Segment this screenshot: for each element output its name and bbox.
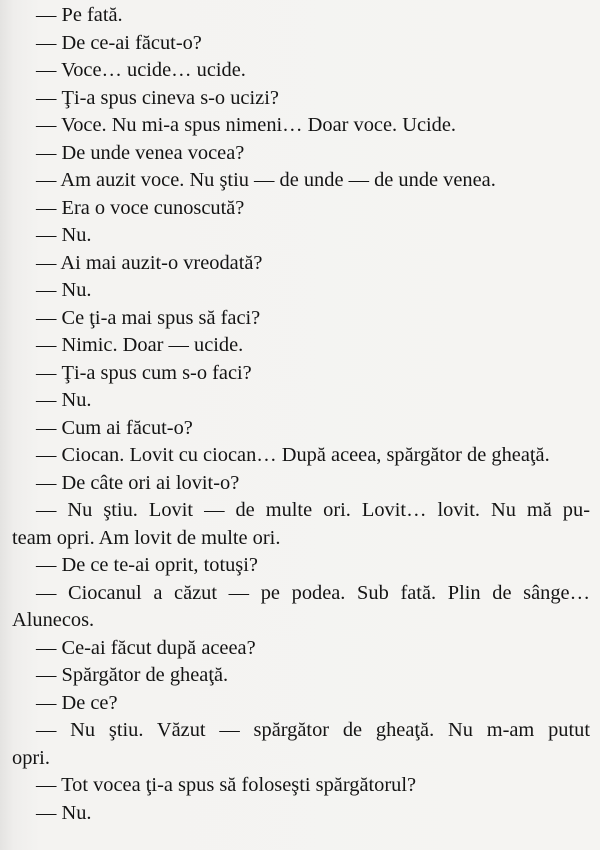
text-line: — Ai mai auzit-o vreodată?	[36, 251, 263, 274]
text-line: — Cum ai făcut-o?	[36, 416, 193, 439]
text-line: — Nu ştiu. Văzut — spărgător de gheaţă. Nu m-am putut	[36, 719, 590, 741]
text-line: — Ciocan. Lovit cu ciocan… După aceea, spărgător de gheaţă.	[36, 444, 550, 466]
text-line: Alunecos.	[12, 609, 95, 631]
text-line: — Pe fată.	[36, 4, 123, 26]
text-line: — Am auzit voce. Nu ştiu — de unde — de unde venea.	[36, 169, 496, 191]
text-line: — Ciocanul a căzut — pe podea. Sub fată. Plin de sânge…	[36, 581, 590, 604]
text-line: — Nu.	[36, 389, 92, 411]
text-line: — Era o voce cunoscută?	[36, 196, 245, 219]
text-line: — Voce. Nu mi-a spus nimeni… Doar voce. Ucide.	[36, 114, 456, 136]
text-line: — Nu.	[36, 224, 92, 246]
text-line: — Ce-ai făcut după aceea?	[36, 636, 256, 659]
text-line: — Voce… ucide… ucide.	[36, 59, 246, 81]
text-line: — Ţi-a spus cineva s-o ucizi?	[36, 86, 279, 109]
text-line: — Spărgător de gheaţă.	[36, 664, 229, 686]
text-line: — Ce ţi-a mai spus să faci?	[36, 306, 261, 329]
text-line: — Nu.	[36, 279, 92, 301]
text-line: — De ce-ai făcut-o?	[36, 31, 202, 54]
text-line: — De unde venea vocea?	[36, 141, 245, 164]
text-line: team opri. Am lovit de multe ori.	[12, 526, 281, 549]
dialogue-text	[12, 2, 590, 827]
text-line: — Ţi-a spus cum s-o faci?	[36, 361, 252, 384]
text-line: — Tot vocea ţi-a spus să foloseşti spărgătorul?	[36, 774, 417, 796]
text-line: — Nu.	[36, 801, 92, 824]
text-line: — De câte ori ai lovit-o?	[36, 471, 240, 494]
text-line: — De ce te-ai oprit, totuşi?	[36, 554, 258, 576]
text-line: — Nu ştiu. Lovit — de multe ori. Lovit… lovit. Nu mă pu-	[36, 499, 590, 521]
text-line: — Nimic. Doar — ucide.	[36, 334, 244, 356]
text-line: — De ce?	[36, 691, 118, 714]
text-line: opri.	[12, 746, 50, 769]
